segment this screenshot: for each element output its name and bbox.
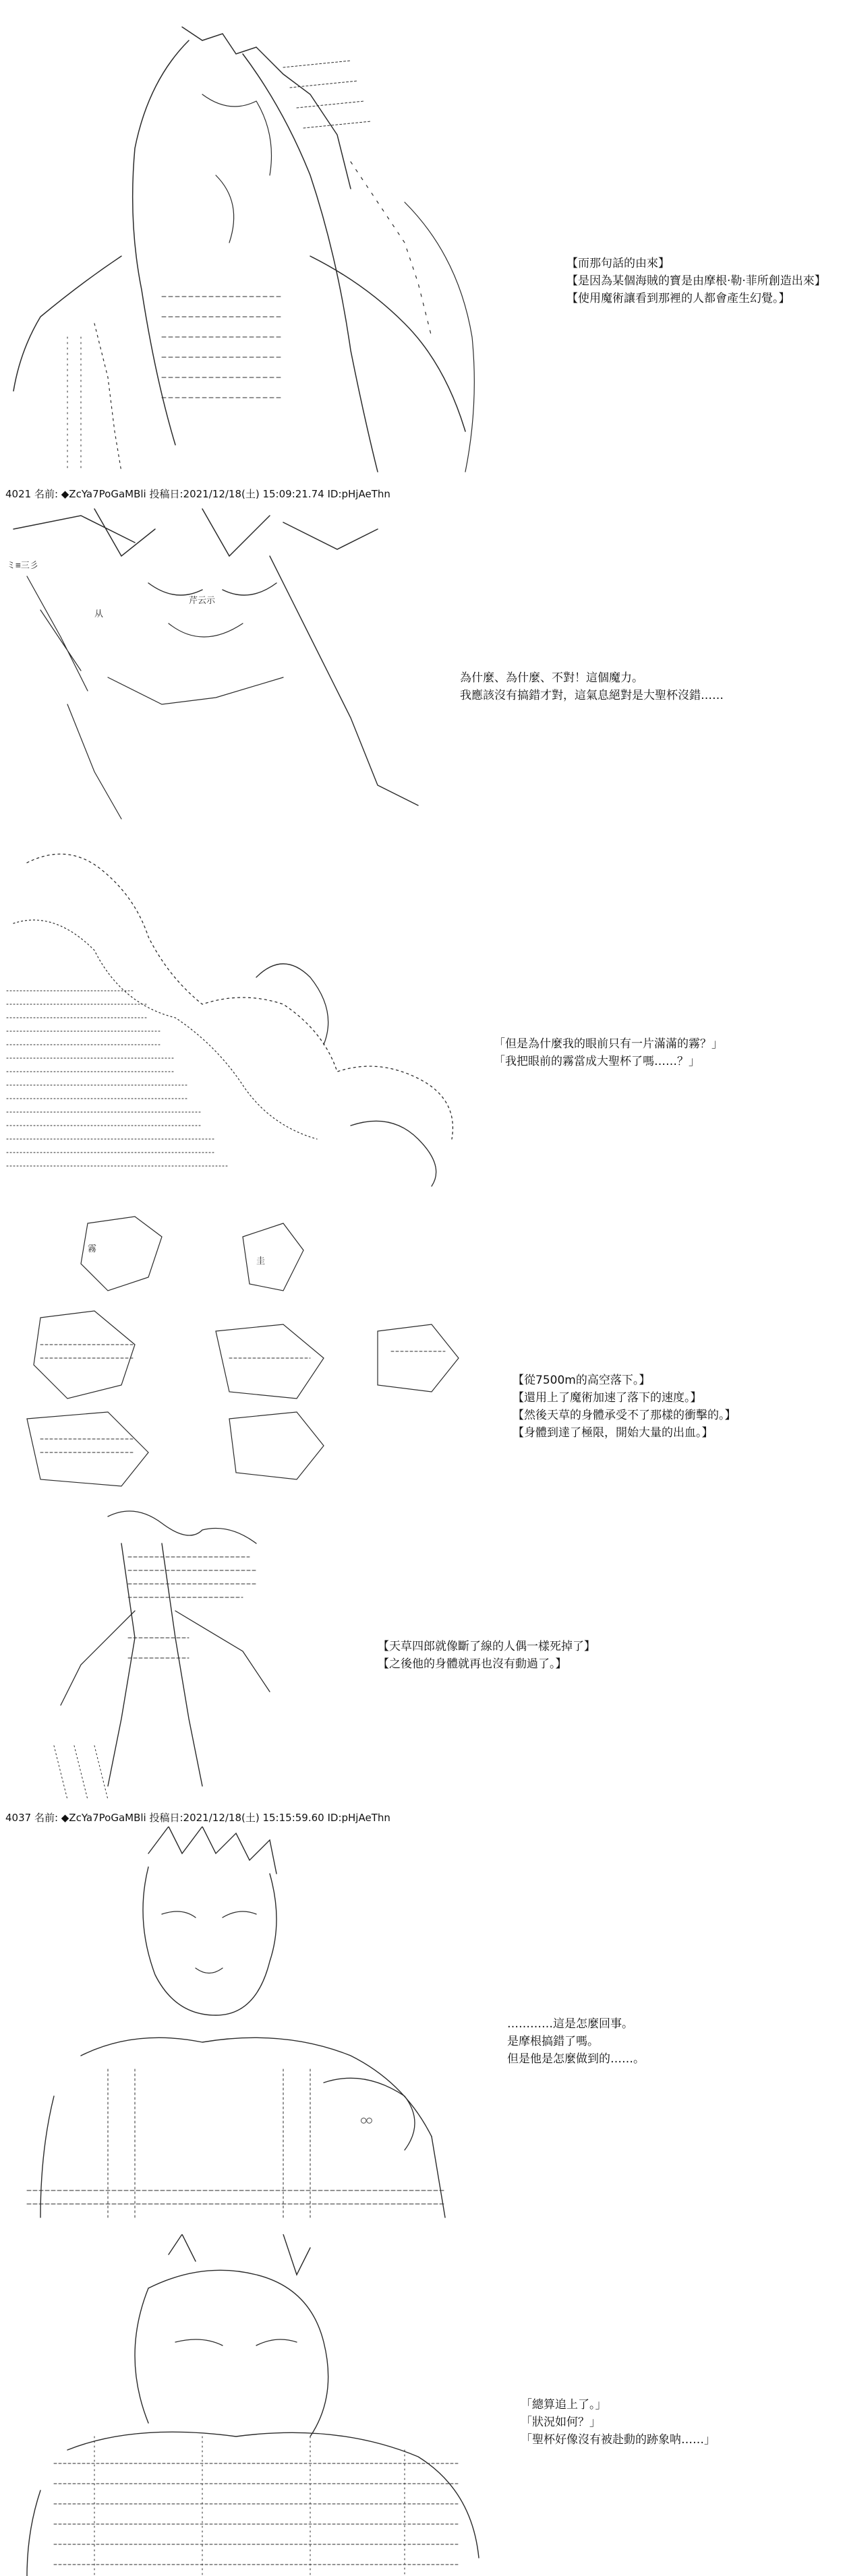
panel-6-caption-2: 是摩根搞錯了嗎。 [507,2035,599,2048]
panel-1-caption-2: 【是因為某個海賊的寶是由摩根·勒·菲所創造出來】 [566,274,826,288]
panel-3-captions [494,1035,723,1070]
panel-5-ascii-art [0,1503,405,1806]
panel-2-caption-2: 我應該沒有搞錯才對，這氣息絕對是大聖杯沒錯…… [460,689,724,702]
panel-4-caption-3: 【然後天草的身體承受不了那樣的衝擊的。】 [513,1409,736,1422]
panel-6-caption-1: …………這是怎麼回事。 [507,2017,633,2031]
panel-7 [0,2234,845,2576]
panel-5-caption-2: 【之後他的身體就再也沒有動過了。】 [378,1657,567,1671]
panel-6-ascii-art [0,1827,459,2231]
panel-1-caption-3: 【使用魔術讓看到那裡的人都會產生幻覺。】 [566,292,790,305]
post-header-2: 4037 名前: ◆ZcYa7PoGaMBli 投稿日:2021/12/18(土) 15:15:59.60 ID:pHjAeThn [5,1812,390,1824]
svg-text:霧: 霧 [88,1244,97,1254]
panel-6-captions [507,2015,645,2068]
panel-1-ascii-art [0,0,486,485]
panel-2-captions [460,669,724,704]
panel-4-captions [513,1372,736,1442]
svg-text:ミ≡三彡: ミ≡三彡 [7,561,38,571]
panel-1-captions [566,255,826,307]
panel-7-captions [521,2396,716,2449]
panel-2 [0,502,845,839]
svg-text:圭: 圭 [256,1256,266,1266]
panel-5 [0,1503,845,1806]
panel-4-caption-2: 【還用上了魔術加速了落下的速度。】 [513,1391,702,1405]
svg-text:○○: ○○ [361,2115,372,2126]
panel-4 [0,1196,845,1500]
panel-3 [0,842,845,1193]
panel-3-ascii-art [0,842,472,1193]
svg-text:从: 从 [94,609,104,619]
panel-1-caption-1: 【而那句話的由來】 [566,257,670,270]
panel-6-caption-3: 但是他是怎麼做到的……。 [507,2052,645,2066]
panel-4-ascii-art [0,1196,472,1500]
panel-2-caption-1: 為什麼、為什麼、不對！這個魔力。 [460,671,643,685]
post-header-1: 4021 名前: ◆ZcYa7PoGaMBli 投稿日:2021/12/18(土) 15:09:21.74 ID:pHjAeThn [5,488,390,500]
panel-7-caption-3: 「聖杯好像沒有被赴動的跡象呐……」 [521,2433,716,2447]
panel-5-captions [378,1638,595,1673]
panel-6 [0,1827,845,2231]
panel-5-caption-1: 【天草四郎就像斷了線的人偶一樣死掉了】 [378,1640,595,1653]
panel-3-caption-2: 「我把眼前的霧當成大聖杯了嗎……？」 [494,1055,700,1068]
panel-4-caption-1: 【從7500m的高空落下。】 [513,1374,651,1387]
panel-7-ascii-art [0,2234,486,2576]
panel-7-caption-1: 「總算追上了。」 [521,2398,607,2412]
panel-4-caption-4: 【身體到達了極限，開始大量的出血。】 [513,1426,713,1440]
panel-3-caption-1: 「但是為什麼我的眼前只有一片滿滿的霧？」 [494,1037,723,1051]
svg-text:芹云示: 芹云示 [189,596,216,606]
panel-1 [0,0,845,485]
panel-7-caption-2: 「狀況如何？」 [521,2416,601,2429]
panel-2-ascii-art [0,502,472,826]
